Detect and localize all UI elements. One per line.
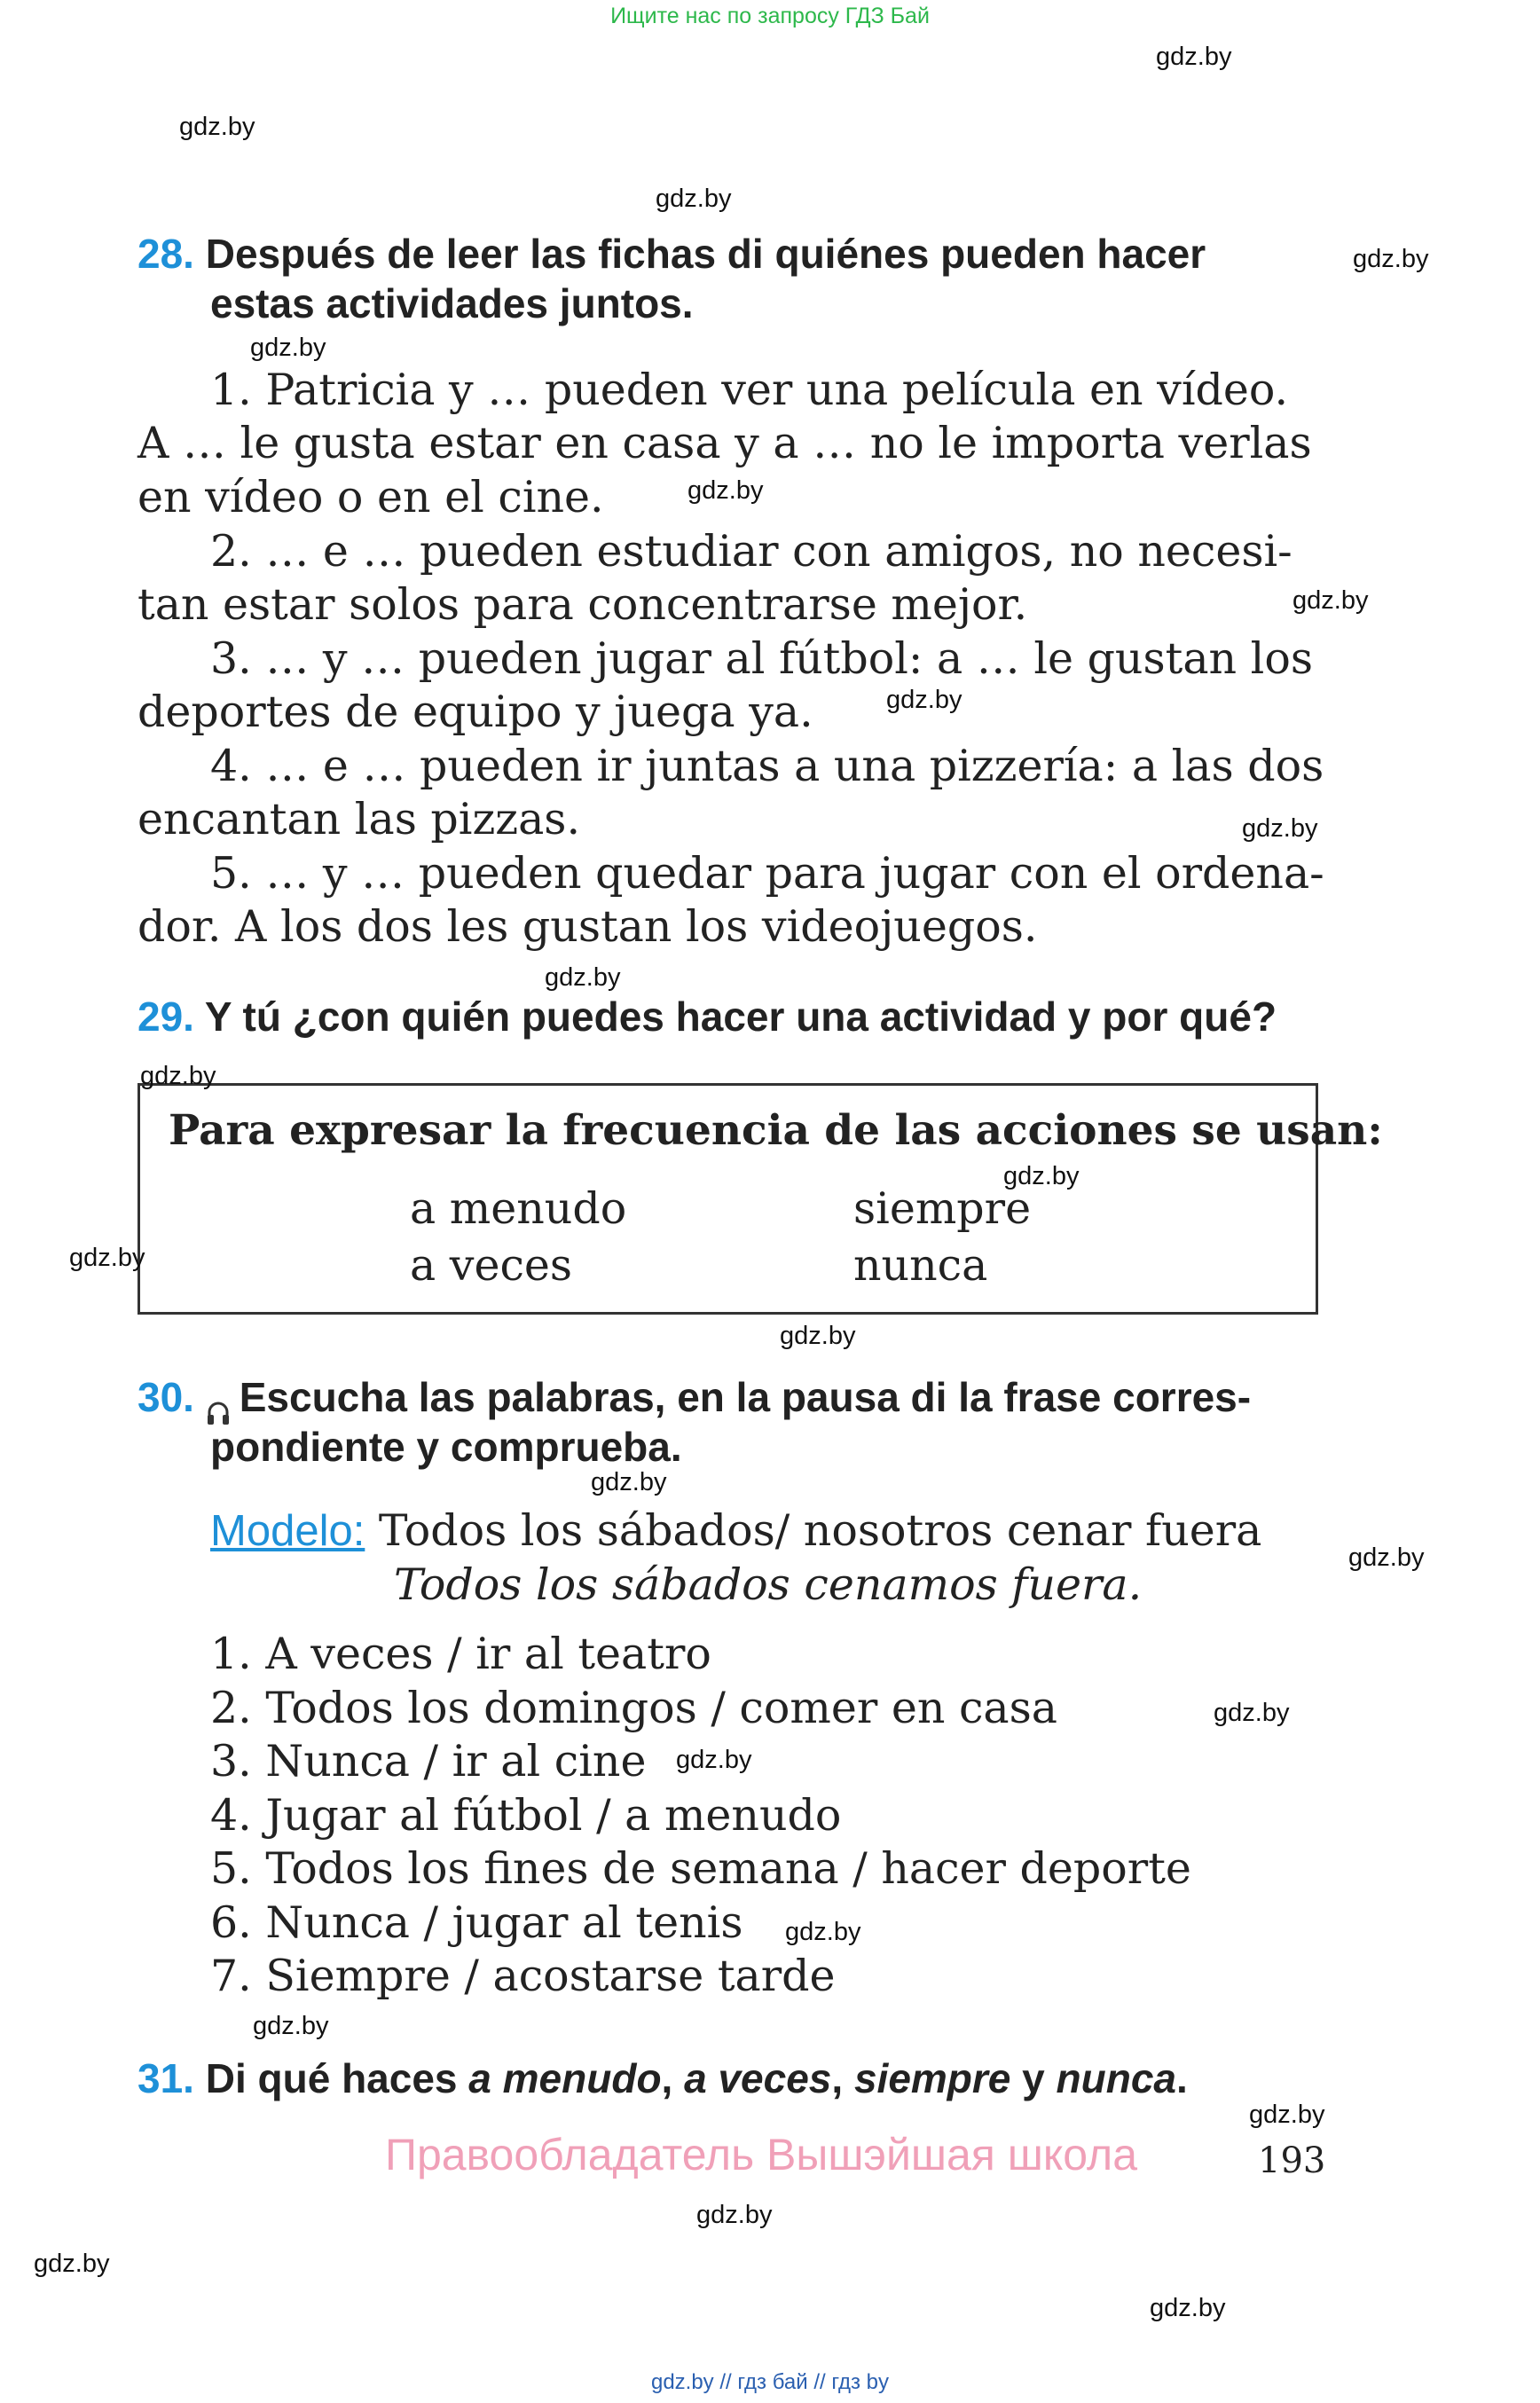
ex28-title-text1: Después de leer las fichas di quiénes pueden hacer — [205, 231, 1206, 277]
ex30-item: 1. A veces / ir al teatro — [210, 1629, 711, 1679]
watermark: gdz.by — [1249, 2101, 1325, 2129]
watermark: gdz.by — [1242, 814, 1318, 843]
ex31-text: . — [1176, 2055, 1188, 2101]
headphones-icon — [206, 1387, 231, 1414]
ex31-text: , — [831, 2055, 854, 2101]
watermark: gdz.by — [886, 686, 962, 714]
ex28-line: deportes de equipo y juega ya. — [138, 687, 813, 737]
ex29-number: 29. — [138, 993, 194, 1040]
ex29-title — [138, 992, 1277, 1041]
ex31-emph: a menudo — [468, 2055, 662, 2101]
watermark: gdz.by — [1003, 1162, 1080, 1190]
ex30-model-line — [210, 1504, 1261, 1558]
ex28-line: A … le gusta estar en casa y a … no le importa verlas — [138, 418, 1312, 468]
ex28-line: 1. Patricia y … pueden ver una película en vídeo. — [210, 365, 1289, 415]
ex30-item: 7. Siempre / acostarse tarde — [210, 1951, 836, 2001]
watermark: gdz.by — [656, 185, 732, 213]
frequency-word: siempre — [853, 1183, 1032, 1234]
watermark: gdz.by — [1150, 2294, 1226, 2322]
model-answer: Todos los sábados cenamos fuera. — [394, 1559, 1143, 1610]
ex30-title-text1: Escucha las palabras, en la pausa di la frase corres- — [239, 1374, 1252, 1420]
search-hint: Ищите нас по запросу ГДЗ Бай — [610, 4, 930, 28]
watermark: gdz.by — [676, 1746, 752, 1774]
ex31-title — [138, 2054, 1188, 2103]
ex31-text: y — [1010, 2055, 1057, 2101]
ex30-item: 4. Jugar al fútbol / a menudo — [210, 1790, 842, 1841]
ex28-line: dor. A los dos les gustan los videojuegos. — [138, 901, 1038, 952]
ex28-line: 3. … y … pueden jugar al fútbol: a … le gustan los — [210, 633, 1313, 684]
watermark: gdz.by — [780, 1322, 856, 1350]
watermark: gdz.by — [785, 1918, 861, 1946]
ex28-line: encantan las pizzas. — [138, 794, 581, 844]
ex30-title-line2: pondiente y comprueba. — [210, 1424, 682, 1470]
watermark: gdz.by — [250, 334, 326, 362]
ex29-title-text: Y tú ¿con quién puedes hacer una actividad y por qué? — [204, 993, 1277, 1040]
watermark: gdz.by — [545, 963, 621, 992]
frequency-word: nunca — [853, 1240, 988, 1291]
ex31-emph: siempre — [853, 2055, 1011, 2101]
frequency-word: a menudo — [410, 1183, 627, 1234]
ex30-number: 30. — [138, 1374, 194, 1420]
model-prompt: Todos los sábados/ nosotros cenar fuera — [378, 1505, 1262, 1556]
ex30-item: 2. Todos los domingos / comer en casa — [210, 1683, 1057, 1733]
ex28-title-line2: estas actividades juntos. — [210, 280, 694, 326]
ex28-line: 5. … y … pueden quedar para jugar con el ordena- — [210, 848, 1324, 899]
ex30-item: 5. Todos los fines de semana / hacer deporte — [210, 1843, 1191, 1894]
watermark: gdz.by — [1156, 43, 1232, 71]
ex28-number: 28. — [138, 231, 194, 277]
ex30-title-line1 — [138, 1372, 1251, 1422]
ex31-text: Di qué haces — [205, 2055, 469, 2101]
watermark: gdz.by — [69, 1244, 145, 1272]
watermark: gdz.by — [696, 2201, 773, 2229]
ex31-number: 31. — [138, 2055, 194, 2101]
ex31-text: , — [661, 2055, 685, 2101]
ex31-emph: a veces — [684, 2055, 832, 2101]
watermark: gdz.by — [1353, 245, 1429, 273]
copyright-notice: Правообладатель Вышэйшая школа — [385, 2130, 1137, 2179]
watermark: gdz.by — [34, 2250, 110, 2278]
ex28-title-line1 — [138, 229, 1206, 279]
ex30-item: 3. Nunca / ir al cine — [210, 1736, 647, 1787]
frequency-box-title: Para expresar la frecuencia de las acciones se usan: — [169, 1106, 1383, 1155]
ex28-line: 2. … e … pueden estudiar con amigos, no necesi- — [210, 526, 1292, 577]
model-label: Modelo: — [210, 1507, 365, 1555]
watermark: gdz.by — [1348, 1543, 1425, 1572]
watermark: gdz.by — [253, 2012, 329, 2040]
ex28-line: tan estar solos para concentrarse mejor. — [138, 579, 1028, 630]
ex28-line: 4. … e … pueden ir juntas a una pizzería: a las dos — [210, 741, 1324, 791]
watermark: gdz.by — [591, 1468, 667, 1496]
page-number: 193 — [1258, 2140, 1326, 2181]
watermark: gdz.by — [1214, 1699, 1290, 1727]
watermark: gdz.by — [688, 476, 764, 505]
watermark: gdz.by — [1292, 586, 1369, 615]
ex30-item: 6. Nunca / jugar al tenis — [210, 1897, 743, 1948]
ex31-emph: nunca — [1056, 2055, 1177, 2101]
footer-links[interactable]: gdz.by // гдз бай // гдз by — [650, 2370, 890, 2394]
watermark: gdz.by — [179, 113, 255, 141]
watermark: gdz.by — [140, 1062, 216, 1090]
frequency-word: a veces — [410, 1240, 573, 1291]
ex28-line: en vídeo o en el cine. — [138, 472, 604, 522]
